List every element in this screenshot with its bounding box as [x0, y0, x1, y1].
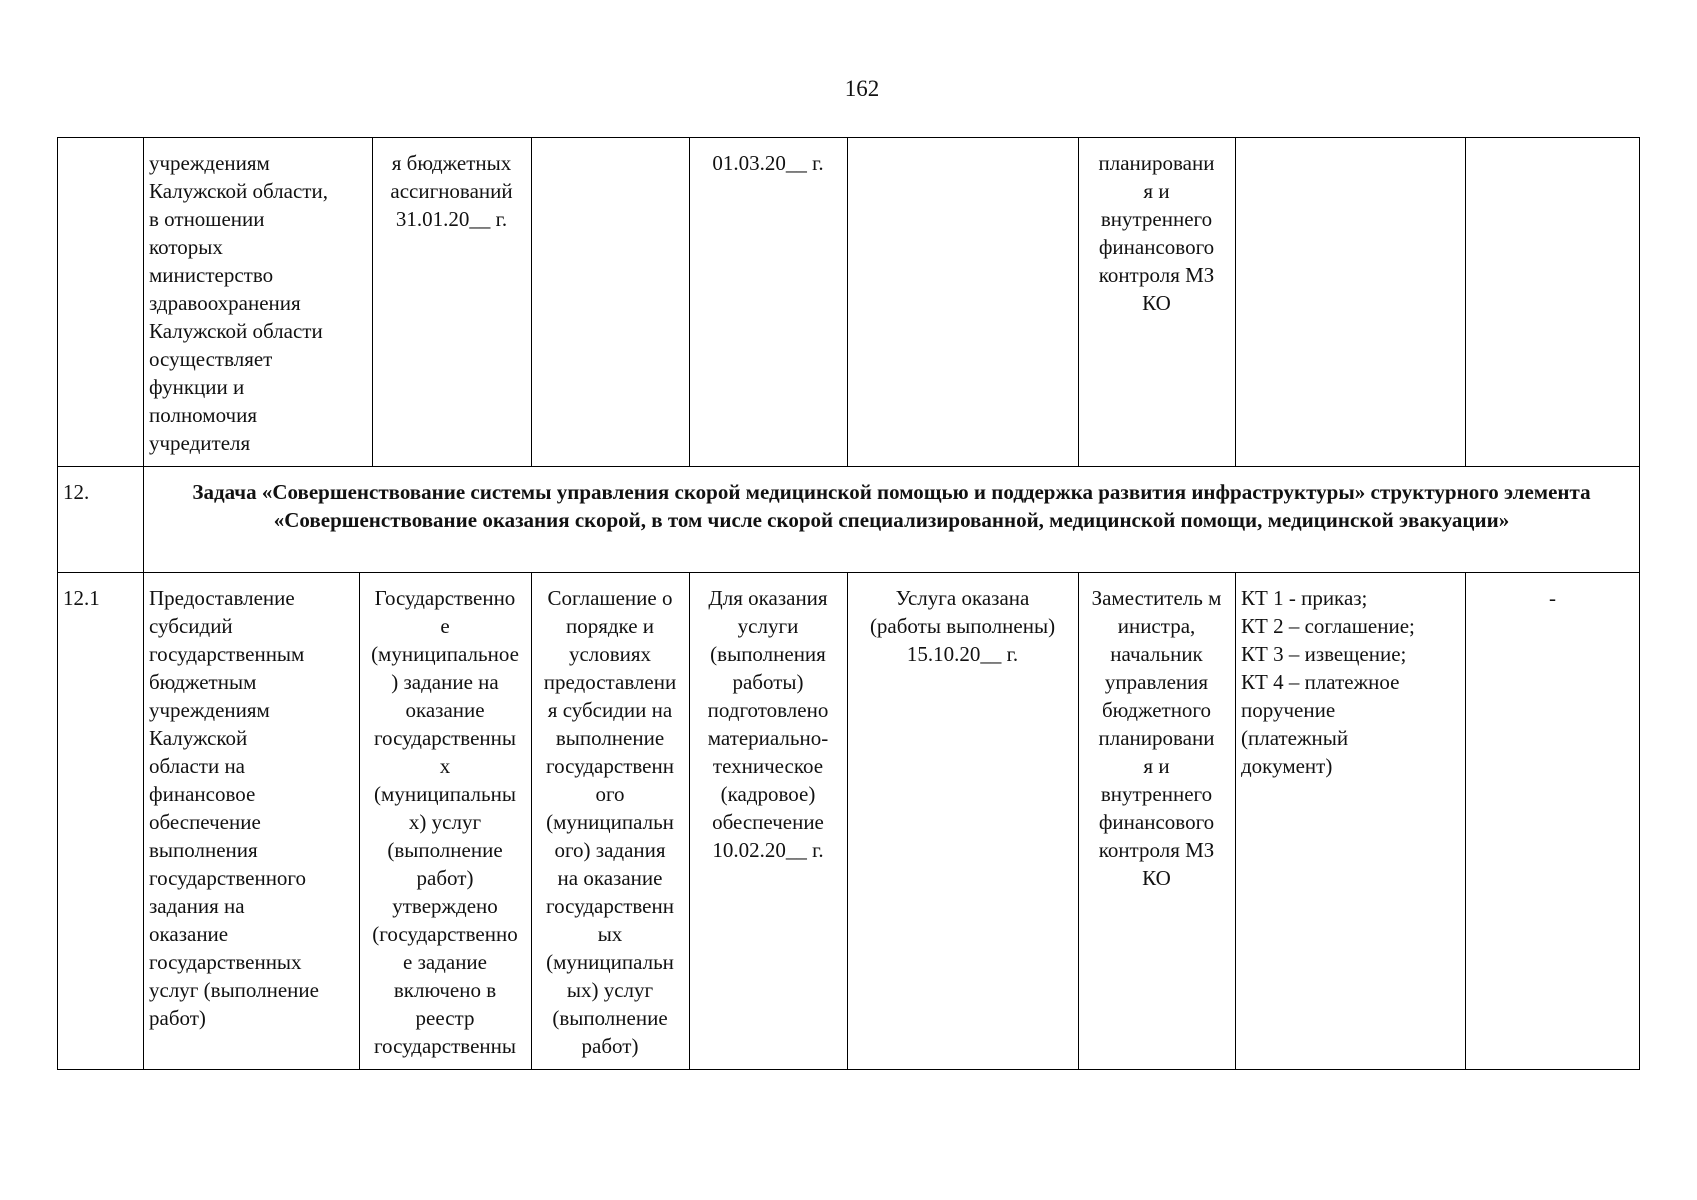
item-outcome-cell: Для оказания услуги (выполнения работы) подготовлено материально- техническое (кадровое) обеспечение 10.02.20__ г.	[707, 586, 829, 862]
item-result-cell: Государственно е (муниципальное ) задание на оказание государственны х (муниципальны х) услуг (выполнение работ) утверждено (государственно е задание включено в реестр государственны	[371, 586, 519, 1058]
item-responsible-cell: Заместитель м инистра, начальник управления бюджетного планировани я и внутреннего финансового контроля МЗ КО	[1091, 586, 1222, 890]
item-control-points-cell: КТ 1 - приказ; КТ 2 – соглашение; КТ 3 – извещение; КТ 4 – платежное поручение (платежный документ)	[1241, 586, 1415, 778]
item-description-cell: Предоставление субсидий государственным бюджетным учреждениям Калужской области на финансовое обеспечение выполнения государственного задания на оказание государственных услуг (выполнение работ)	[149, 586, 319, 1030]
page-number: 162	[844, 76, 880, 101]
task-heading: Задача «Совершенствование системы управления скорой медицинской помощью и поддержка развития инфраструктуры» структурного элемента «Совершенствование оказания скорой, в том числе скорой специализированной, медицинской помощи, медицинской эвакуации»	[192, 480, 1591, 532]
cont-description-cell: учреждениям Калужской области, в отношении которых министерство здравоохранения Калужской области осуществляет функции и полномочия учредителя	[149, 151, 328, 455]
cont-num-cell	[57, 137, 143, 466]
cont-deadline-cell	[847, 137, 1078, 466]
item-deadline-cell: Услуга оказана (работы выполнены) 15.10.20__ г.	[869, 586, 1056, 666]
cont-outcome-cell: 01.03.20__ г.	[712, 151, 824, 175]
cont-control-points-cell	[1235, 137, 1465, 466]
task-num-cell: 12.	[63, 480, 90, 504]
cont-result-cell: я бюджетных ассигнований 31.01.20__ г.	[390, 151, 513, 231]
item-note-cell: -	[1549, 586, 1556, 610]
cont-doc-cell	[531, 137, 689, 466]
cont-responsible-cell: планировани я и внутреннего финансового контроля МЗ КО	[1098, 151, 1215, 315]
item-num-cell: 12.1	[63, 586, 100, 610]
cont-note-cell	[1465, 137, 1640, 466]
item-doc-cell: Соглашение о порядке и условиях предоставлени я субсидии на выполнение государственн ого (муниципальн ого) задания на оказание государственн ых (муниципальн ых) услуг (выполнение работ)	[543, 586, 677, 1058]
